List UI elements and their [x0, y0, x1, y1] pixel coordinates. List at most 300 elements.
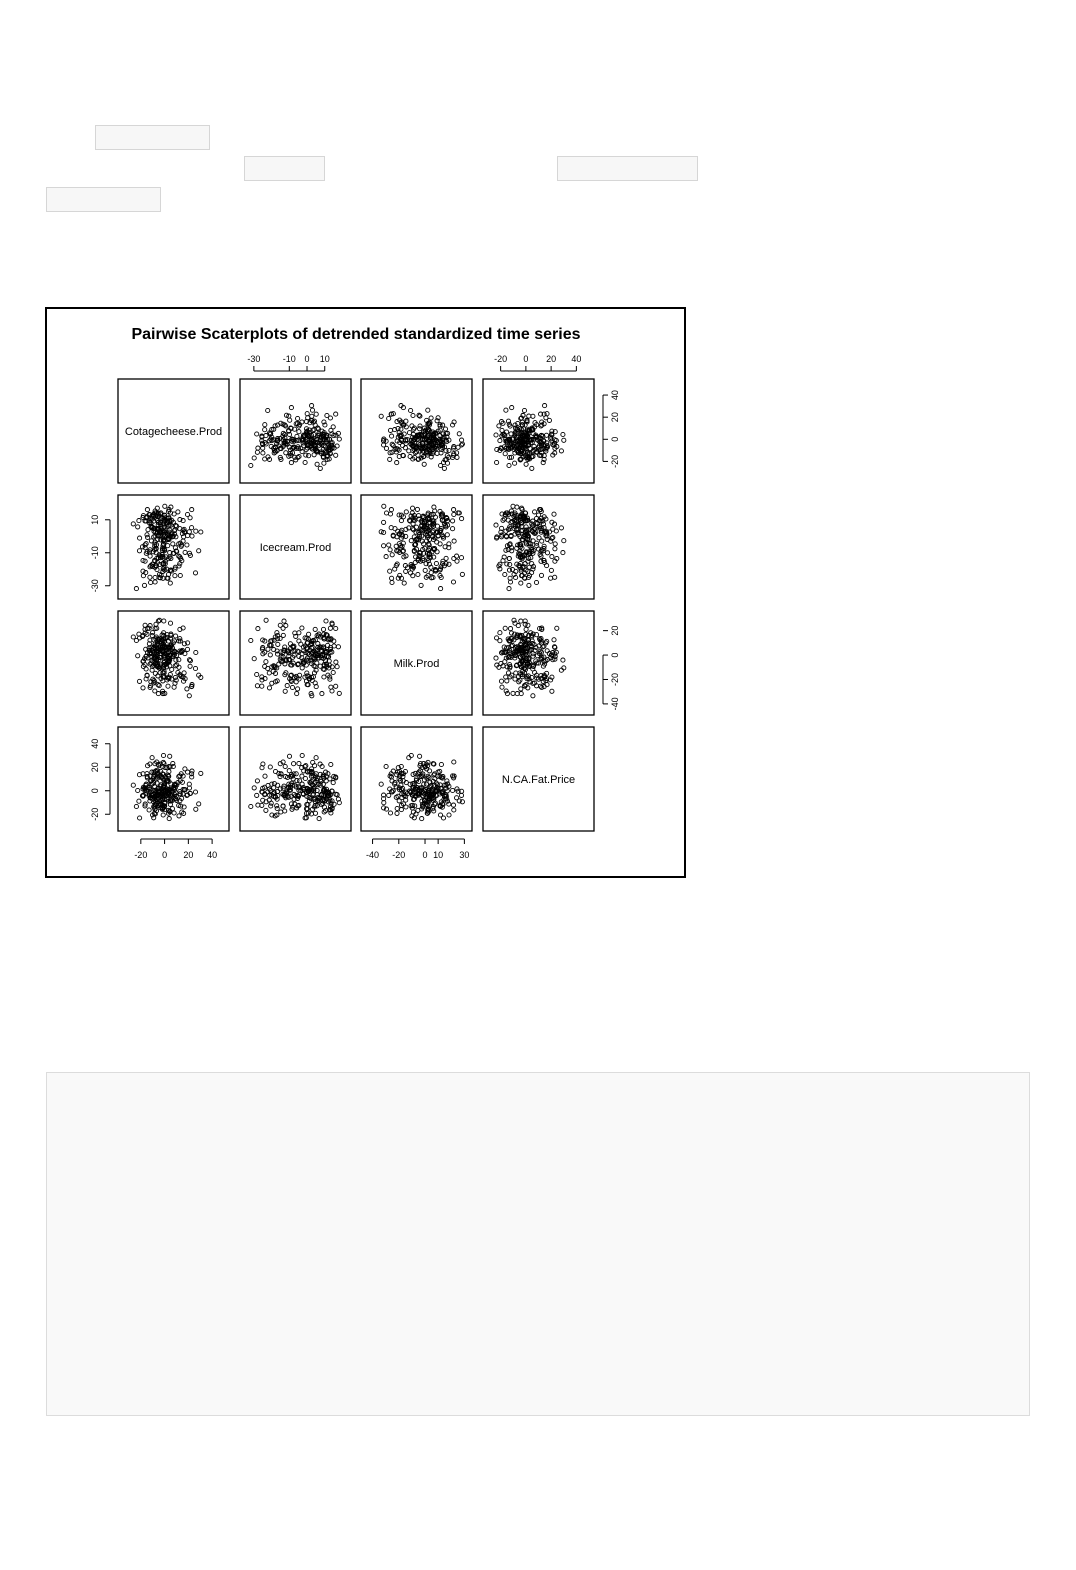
data-point — [288, 418, 292, 422]
data-point — [279, 810, 283, 814]
data-point — [315, 462, 319, 466]
data-point — [161, 813, 165, 817]
data-point — [460, 572, 464, 576]
data-point — [255, 432, 259, 436]
bottom-tick-label: -20 — [392, 850, 406, 860]
data-point — [190, 534, 194, 538]
data-point — [252, 786, 256, 790]
data-point — [136, 525, 140, 529]
data-point — [498, 631, 502, 635]
data-point — [312, 453, 316, 457]
data-point — [527, 583, 531, 587]
data-point — [145, 508, 149, 512]
data-point — [514, 671, 518, 675]
data-point — [266, 408, 270, 412]
data-point — [445, 533, 449, 537]
data-point — [399, 427, 403, 431]
data-point — [539, 573, 543, 577]
data-point — [452, 808, 456, 812]
output-block — [46, 1072, 1030, 1416]
data-point — [187, 694, 191, 698]
data-point — [411, 506, 415, 510]
data-point — [289, 461, 293, 465]
data-point — [533, 510, 537, 514]
data-point — [255, 684, 259, 688]
data-point — [527, 414, 531, 418]
data-point — [415, 507, 419, 511]
data-point — [168, 581, 172, 585]
data-point — [261, 451, 265, 455]
data-point — [166, 544, 170, 548]
data-point — [391, 443, 395, 447]
data-point — [559, 449, 563, 453]
bottom-tick-label: 30 — [459, 850, 470, 860]
data-point — [394, 544, 398, 548]
data-point — [310, 404, 314, 408]
data-point — [136, 654, 140, 658]
data-point — [199, 530, 203, 534]
data-point — [313, 627, 317, 631]
data-point — [387, 416, 391, 420]
data-point — [452, 760, 456, 764]
data-point — [522, 408, 526, 412]
data-point — [138, 536, 142, 540]
data-point — [147, 808, 151, 812]
data-point — [263, 428, 267, 432]
data-point — [503, 572, 507, 576]
data-point — [390, 580, 394, 584]
data-point — [452, 512, 456, 516]
data-point — [503, 452, 507, 456]
data-point — [146, 535, 150, 539]
data-point — [136, 788, 140, 792]
data-point — [395, 806, 399, 810]
data-point — [384, 511, 388, 515]
data-point — [199, 771, 203, 775]
data-point — [509, 521, 513, 525]
data-point — [303, 460, 307, 464]
data-point — [524, 462, 528, 466]
data-point — [287, 754, 291, 758]
bottom-tick-label: -40 — [366, 850, 380, 860]
data-point — [292, 762, 296, 766]
data-point — [170, 667, 174, 671]
data-point — [527, 565, 531, 569]
data-point — [384, 764, 388, 768]
data-point — [150, 756, 154, 760]
data-point — [138, 816, 142, 820]
data-point — [194, 807, 198, 811]
data-point — [562, 438, 566, 442]
data-point — [310, 414, 314, 418]
data-point — [429, 571, 433, 575]
data-point — [282, 619, 286, 623]
data-point — [272, 786, 276, 790]
data-point — [334, 626, 338, 630]
data-point — [561, 658, 565, 662]
data-point — [418, 754, 422, 758]
right-tick-label: 0 — [610, 436, 620, 442]
panel-frame — [118, 611, 229, 715]
data-point — [163, 504, 167, 508]
right-tick-label: -20 — [610, 672, 620, 686]
data-point — [176, 510, 180, 514]
data-point — [336, 645, 340, 649]
left-tick-label: -20 — [90, 807, 100, 821]
data-point — [300, 753, 304, 757]
data-point — [403, 446, 407, 450]
inline-code-chip — [95, 125, 210, 150]
data-point — [451, 527, 455, 531]
data-point — [388, 569, 392, 573]
top-tick-label: 10 — [319, 354, 330, 364]
data-point — [137, 519, 141, 523]
data-point — [314, 412, 318, 416]
data-point — [320, 692, 324, 696]
data-point — [252, 456, 256, 460]
data-point — [388, 512, 392, 516]
data-point — [137, 799, 141, 803]
left-tick-label: -30 — [90, 579, 100, 593]
chart-title: Pairwise Scaterplots of detrended standardized time series — [131, 326, 581, 343]
top-tick-label: 0 — [304, 354, 310, 364]
data-point — [515, 505, 519, 509]
data-point — [498, 439, 502, 443]
data-point — [297, 454, 301, 458]
data-point — [255, 450, 259, 454]
data-point — [304, 453, 308, 457]
data-point — [494, 523, 498, 527]
data-point — [331, 781, 335, 785]
bottom-tick-label: 40 — [207, 850, 218, 860]
data-point — [193, 790, 197, 794]
data-point — [177, 814, 181, 818]
data-point — [508, 627, 512, 631]
data-point — [540, 539, 544, 543]
data-point — [252, 657, 256, 661]
diagonal-label-icecream-prod: Icecream.Prod — [259, 542, 332, 554]
data-point — [500, 428, 504, 432]
data-point — [495, 460, 499, 464]
data-point — [382, 504, 386, 508]
data-point — [297, 430, 301, 434]
data-point — [324, 779, 328, 783]
data-point — [193, 571, 197, 575]
data-point — [561, 551, 565, 555]
inline-code-chip — [244, 156, 325, 181]
data-point — [322, 675, 326, 679]
data-point — [494, 433, 498, 437]
data-point — [307, 632, 311, 636]
right-tick-label: 20 — [610, 412, 620, 423]
right-tick-label: 40 — [610, 390, 620, 401]
data-point — [289, 406, 293, 410]
data-point — [389, 508, 393, 512]
data-point — [249, 463, 253, 467]
right-tick-label: -40 — [610, 697, 620, 711]
bottom-tick-label: 10 — [433, 850, 444, 860]
data-point — [255, 779, 259, 783]
data-point — [264, 808, 268, 812]
data-point — [459, 793, 463, 797]
data-point — [313, 811, 317, 815]
data-point — [562, 539, 566, 543]
data-point — [185, 647, 189, 651]
data-point — [500, 685, 504, 689]
data-point — [559, 526, 563, 530]
data-point — [335, 665, 339, 669]
data-point — [149, 580, 153, 584]
data-point — [331, 670, 335, 674]
data-point — [404, 805, 408, 809]
data-point — [154, 622, 158, 626]
data-point — [300, 774, 304, 778]
data-point — [554, 529, 558, 533]
data-point — [416, 572, 420, 576]
data-point — [283, 764, 287, 768]
data-point — [504, 408, 508, 412]
data-point — [438, 542, 442, 546]
data-point — [141, 686, 145, 690]
data-point — [153, 689, 157, 693]
data-point — [426, 408, 430, 412]
left-tick-label: 10 — [90, 514, 100, 525]
data-point — [549, 568, 553, 572]
data-point — [324, 619, 328, 623]
data-point — [505, 430, 509, 434]
data-point — [318, 772, 322, 776]
data-point — [150, 633, 154, 637]
data-point — [438, 813, 442, 817]
data-point — [297, 761, 301, 765]
data-point — [276, 642, 280, 646]
data-point — [194, 650, 198, 654]
data-point — [549, 576, 553, 580]
data-point — [508, 562, 512, 566]
data-point — [167, 817, 171, 821]
data-point — [168, 754, 172, 758]
inline-code-chip — [557, 156, 698, 181]
data-point — [263, 774, 267, 778]
data-point — [144, 542, 148, 546]
data-point — [382, 520, 386, 524]
data-point — [148, 554, 152, 558]
data-point — [442, 466, 446, 470]
left-tick-label: 20 — [90, 762, 100, 773]
data-point — [305, 412, 309, 416]
data-point — [162, 619, 166, 623]
data-point — [460, 517, 464, 521]
data-point — [155, 506, 159, 510]
data-point — [526, 623, 530, 627]
data-point — [263, 664, 267, 668]
data-point — [390, 434, 394, 438]
data-point — [166, 684, 170, 688]
data-point — [287, 769, 291, 773]
data-point — [451, 788, 455, 792]
data-point — [281, 626, 285, 630]
data-point — [178, 573, 182, 577]
data-point — [264, 618, 268, 622]
data-point — [498, 639, 502, 643]
data-point — [388, 548, 392, 552]
data-point — [507, 556, 511, 560]
top-tick-label: 20 — [546, 354, 557, 364]
data-point — [553, 547, 557, 551]
data-point — [185, 687, 189, 691]
data-point — [249, 804, 253, 808]
data-point — [267, 671, 271, 675]
data-point — [188, 516, 192, 520]
data-point — [293, 455, 297, 459]
top-tick-label: -10 — [282, 354, 296, 364]
data-point — [387, 543, 391, 547]
data-point — [161, 753, 165, 757]
data-point — [197, 802, 201, 806]
data-point — [419, 583, 423, 587]
scatterplot-matrix-figure — [45, 307, 686, 878]
diagonal-label-milk-prod: Milk.Prod — [393, 658, 440, 670]
data-point — [451, 519, 455, 523]
data-point — [460, 442, 464, 446]
data-point — [382, 544, 386, 548]
top-tick-label: 0 — [523, 354, 529, 364]
data-point — [318, 466, 322, 470]
data-point — [388, 428, 392, 432]
data-point — [185, 543, 189, 547]
data-point — [328, 626, 332, 630]
data-point — [197, 549, 201, 553]
data-point — [395, 461, 399, 465]
data-point — [550, 555, 554, 559]
data-point — [270, 681, 274, 685]
data-point — [513, 461, 517, 465]
data-point — [281, 804, 285, 808]
data-point — [264, 660, 268, 664]
data-point — [390, 553, 394, 557]
data-point — [297, 631, 301, 635]
data-point — [290, 685, 294, 689]
data-point — [531, 667, 535, 671]
data-point — [171, 542, 175, 546]
data-point — [504, 689, 508, 693]
data-point — [146, 528, 150, 532]
data-point — [531, 414, 535, 418]
data-point — [300, 420, 304, 424]
data-point — [168, 621, 172, 625]
data-point — [300, 626, 304, 630]
data-point — [314, 756, 318, 760]
panel-layer — [90, 354, 620, 860]
left-tick-label: 0 — [90, 788, 100, 794]
data-point — [459, 556, 463, 560]
data-point — [310, 408, 314, 412]
data-point — [550, 689, 554, 693]
data-point — [552, 512, 556, 516]
data-point — [256, 627, 260, 631]
data-point — [455, 554, 459, 558]
data-point — [296, 416, 300, 420]
data-point — [173, 675, 177, 679]
top-tick-label: 40 — [571, 354, 582, 364]
data-point — [423, 568, 427, 572]
data-point — [190, 508, 194, 512]
data-point — [187, 530, 191, 534]
data-point — [183, 550, 187, 554]
data-point — [504, 675, 508, 679]
data-point — [387, 793, 391, 797]
data-point — [173, 664, 177, 668]
data-point — [388, 457, 392, 461]
data-point — [172, 811, 176, 815]
right-tick-label: -20 — [610, 454, 620, 468]
data-point — [390, 576, 394, 580]
data-point — [170, 807, 174, 811]
data-point — [131, 783, 135, 787]
top-tick-label: -20 — [494, 354, 508, 364]
data-point — [153, 580, 157, 584]
data-point — [388, 811, 392, 815]
scatterplot-matrix-svg — [47, 309, 684, 876]
data-point — [173, 574, 177, 578]
data-point — [329, 762, 333, 766]
top-tick-label: -30 — [247, 354, 261, 364]
data-point — [507, 587, 511, 591]
data-point — [553, 542, 557, 546]
data-point — [439, 587, 443, 591]
data-point — [503, 626, 507, 630]
data-point — [296, 687, 300, 691]
inline-code-chip — [46, 187, 161, 212]
data-point — [510, 406, 514, 410]
data-point — [399, 519, 403, 523]
data-point — [134, 804, 138, 808]
data-point — [408, 454, 412, 458]
data-point — [331, 425, 335, 429]
data-point — [321, 627, 325, 631]
data-point — [334, 660, 338, 664]
data-point — [561, 432, 565, 436]
data-point — [263, 423, 267, 427]
data-point — [275, 804, 279, 808]
data-point — [452, 539, 456, 543]
bottom-tick-label: 0 — [422, 850, 428, 860]
data-point — [384, 446, 388, 450]
data-point — [545, 649, 549, 653]
data-point — [543, 404, 547, 408]
data-point — [555, 626, 559, 630]
data-point — [188, 664, 192, 668]
data-point — [190, 526, 194, 530]
data-point — [497, 424, 501, 428]
data-point — [553, 575, 557, 579]
data-point — [334, 453, 338, 457]
data-point — [531, 694, 535, 698]
data-point — [534, 580, 538, 584]
data-point — [429, 416, 433, 420]
data-point — [325, 413, 329, 417]
data-point — [402, 581, 406, 585]
data-point — [519, 687, 523, 691]
data-point — [439, 762, 443, 766]
data-point — [249, 638, 253, 642]
data-point — [444, 449, 448, 453]
data-point — [267, 686, 271, 690]
data-point — [393, 567, 397, 571]
data-point — [434, 561, 438, 565]
data-point — [418, 424, 422, 428]
data-point — [194, 529, 198, 533]
